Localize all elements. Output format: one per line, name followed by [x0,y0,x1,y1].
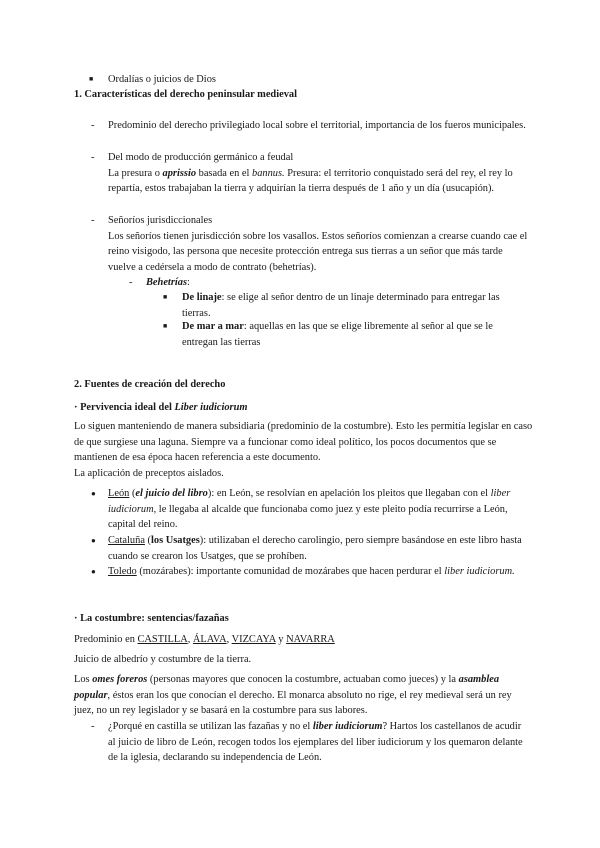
cat-open: ( [144,535,151,546]
preceptos-paragraph: La aplicación de preceptos aislados. [74,468,224,479]
pred-y: y [275,634,287,645]
leon-text-2: le llegaba al alcalde que funcionaba como juez y este pleito podía recurrirse a León, capital del reino. [108,503,508,531]
predominio-regiones [74,632,534,648]
costumbre-subheading: · La costumbre: sentencias/fazañas [74,613,229,624]
de-mar-a-mar-text: : aquellas en las que se elige libremente al señor al que se le entregan las tierras [182,321,493,348]
section-1-heading: 1. Características del derecho peninsular medieval [74,89,297,100]
behetria-de-linaje [182,290,530,321]
usatges-term: los Usatges [151,535,200,546]
de-linaje-label: De linaje [182,292,222,303]
omes-foreros-term: omes foreros [92,674,148,685]
liber-iudiciorum-title: Liber iudiciorum [174,402,248,413]
section-2-heading: 2. Fuentes de creación del derecho [74,379,226,390]
leon-close: ) [207,488,212,499]
sec1-item-predominio [108,118,528,134]
pervivencia-pre: · Pervivencia ideal del [74,402,175,413]
omes-mid: (personas mayores que conocen la costumbre, actuaban como jueces) y la [147,674,459,685]
senorios-body: Los señoríos tienen jurisdicción sobre los vasallos. Estos señoríos comienzan a crearse cuando cae el reino visigodo, las persona que necesite protección entrega sus tierras a un señor que más tarde vuelve a cedérsela a modo de contrato (behetrías). [108,230,528,273]
presura-post: Presura: el territorio conquistado será del rey, el rey lo repartía, estos trabajaban la tierra y adquirían la tierra después de 1 año y un día (usucapión). [108,167,513,195]
leon-liber: liber iudiciorum, [108,488,511,515]
senorios-title: - Señoríos jurisdiccionales [108,215,213,226]
question-fazanas [108,719,528,766]
pervivencia-subheading [74,400,554,416]
region-alava: ÁLAVA [192,634,227,645]
region-navarra: NAVARRA [286,634,335,645]
toledo-liber: liber iudiciorum. [444,566,515,577]
question-post: ? Hartos los castellanos de acudir al juicio de libro de León, recogen todos los ejemplares del liber iudiciorum y los quemaron delante de la iglesia, declarando su independencia de León. [108,721,523,764]
cataluna-text: : utilizaban el derecho carolingio, pero siempre basándose en este libro hasta cuando se crearon los Usatges, que se prohíben. [108,535,522,562]
modo-produccion-title: - Del modo de producción germánico a feudal [108,152,294,163]
bullet-leon [108,486,528,533]
juicio-albedrio: Juicio de albedrío y costumbre de la tierra. [74,654,252,665]
asamblea-popular-term: asamblea popular [74,674,500,701]
predominio-text: Predominio del derecho privilegiado local sobre el territorial, importancia de los fueros municipales. [108,120,526,131]
behetrias-colon: : [187,277,190,288]
ordalias-text: Ordalías o juicios de Dios [108,74,216,85]
cat-close: ) [199,535,204,546]
behetrias-item [146,275,526,291]
leon-text-1: : en León, se resolvían en apelación los pleitos que llegaban con el [211,488,491,499]
bullet-ordalias [108,72,558,88]
presura-mid: basada en el [196,167,252,179]
behetrias-label: Behetrías [146,277,187,288]
cataluna-label: Cataluña [108,535,145,546]
bannus-term: bannus. [252,167,285,179]
region-vizcaya: VIZCAYA [231,634,276,645]
pred-comma-1: , [187,634,193,645]
presura-paragraph [108,166,528,197]
aprissio-term: aprissio [162,167,197,179]
omes-post: , éstos eran los que conocían el derecho. El monarca absoluto no rige, el rey medieval será un rey juez, no un rey legislador y se basará en la costumbre para sus labores. [74,689,512,717]
toledo-text: (mozárabes): importante comunidad de mozárabes que hacen perdurar el [136,566,445,577]
bullet-toledo [108,564,528,580]
pervivencia-paragraph: Lo siguen manteniendo de manera subsidiaria (predominio de la costumbre). Esto les permitía legislar en caso de que surgiese una laguna. Siempre va a funcionar como ideal político, los pocos documentos que se mantienen de esa época hacen referencia a este documento. [74,421,533,464]
question-pre: ¿Porqué en castilla se utilizan las fazañas y no el [108,721,313,732]
behetria-de-mar-a-mar [182,319,530,350]
sec1-item-modo-produccion [108,150,528,197]
de-mar-a-mar-label: De mar a mar [182,321,244,332]
presura-pre: La presura o [108,167,163,179]
de-linaje-text: : se elige al señor dentro de un linaje determinado para entregar las tierras. [182,292,500,319]
leon-label: León [108,488,130,499]
pred-pre: Predominio en [74,634,138,645]
leon-open: ( [129,488,136,499]
sec1-item-senorios [108,213,528,275]
region-castilla: CASTILLA [137,634,188,645]
question-liber: liber iudiciorum [312,721,383,732]
pred-comma-2: , [226,634,232,645]
toledo-label: Toledo [108,566,137,577]
bullet-cataluna [108,533,528,564]
juicio-del-libro: el juicio del libro [135,488,208,499]
omes-foreros-paragraph [74,672,534,719]
omes-pre: Los [74,674,93,685]
